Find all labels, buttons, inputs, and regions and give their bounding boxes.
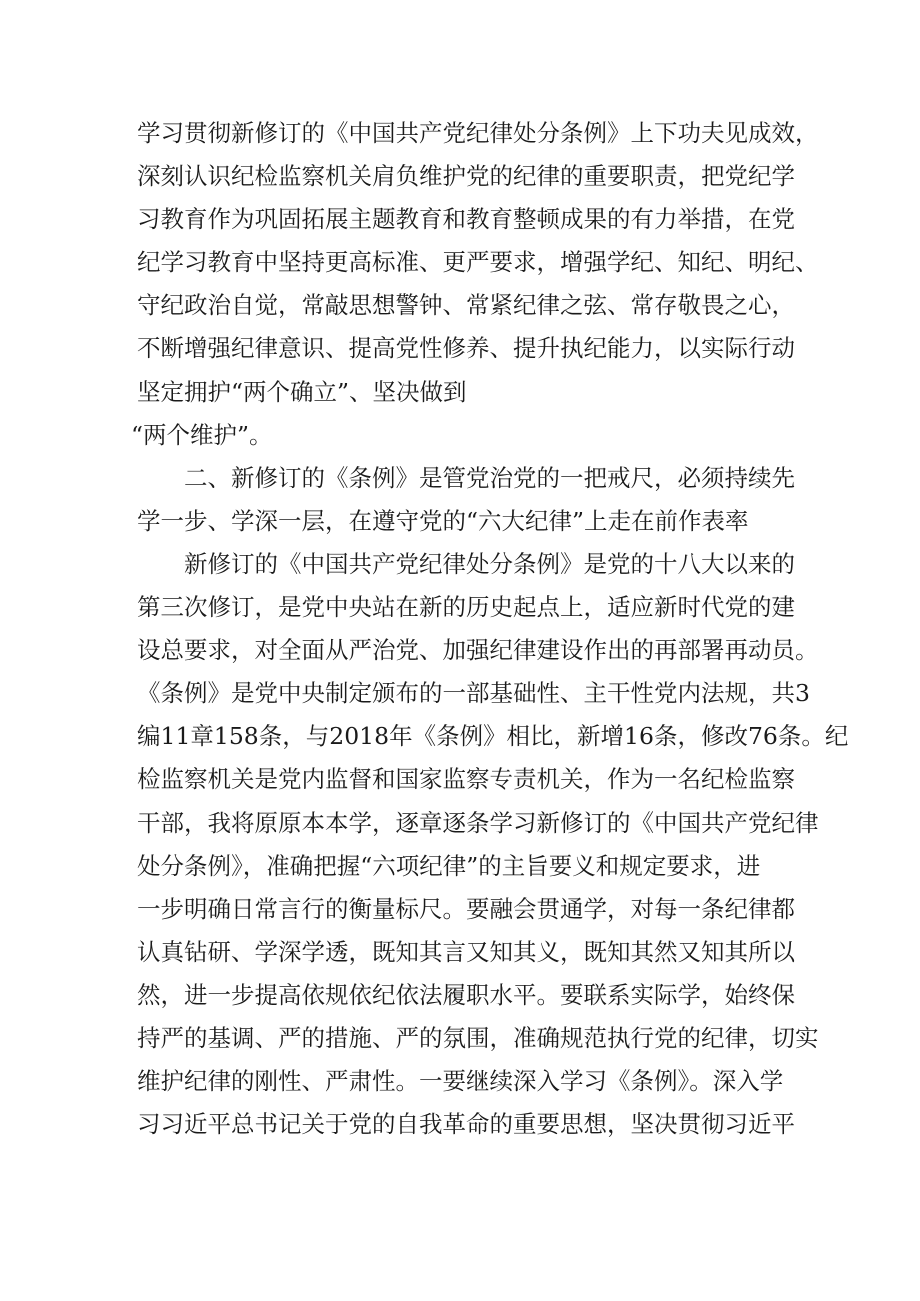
section-heading-line: 学一步、学深一层，在遵守党的“六大纪律”上走在前作表率 [137,506,749,535]
text-line: 然，进一步提高依规依纪依法履职水平。要联系实际学，始终保 [137,980,795,1009]
text-line: 纪学习教育中坚持更高标准、更严要求，增强学纪、知纪、明纪、 [137,248,819,277]
text-line: 学习贯彻新修订的《中国共产党纪律处分条例》上下功夫见成效， [137,119,819,147]
text-line: 深刻认识纪检监察机关肩负维护党的纪律的重要职责，把党纪学 [137,162,795,191]
text-line: 《条例》是党中央制定颁布的一部基础性、主干性党内法规，共3 [137,679,810,708]
text-line: 持严的基调、严的措施、严的氛围，准确规范执行党的纪律，切实 [137,1023,819,1052]
text-line: 不断增强纪律意识、提高党性修养、提升执纪能力，以实际行动 [137,334,795,363]
text-line: 检监察机关是党内监督和国家监察专责机关，作为一名纪检监察 [137,765,795,794]
text-line: 习教育作为巩固拓展主题教育和教育整顿成果的有力举措，在党 [137,205,795,234]
text-line: 习习近平总书记关于党的自我革命的重要思想，坚决贯彻习近平 [137,1110,795,1139]
document-body [131,112,849,1146]
text-line: 认真钻研、学深学透，既知其言又知其义，既知其然又知其所以 [137,937,795,966]
text-line: 干部，我将原原本本学，逐章逐条学习新修订的《中国共产党纪律 [137,808,819,837]
text-line: 守纪政治自觉，常敲思想警钟、常紧纪律之弦、常存敬畏之心， [137,291,795,320]
text-line: 一步明确日常言行的衡量标尺。要融会贯通学，对每一条纪律都 [137,894,795,923]
text-line: 编11章158条，与2018年《条例》相比，新增16条，修改76条。纪 [137,722,849,751]
text-line: 坚定拥护“两个确立”、坚决做到 [137,377,467,406]
text-line: “两个维护”。 [131,420,273,449]
text-line: 设总要求，对全面从严治党、加强纪律建设作出的再部署再动员。 [137,636,819,665]
section-heading-line: 二、新修订的《条例》是管党治党的一把戒尺，必须持续先 [184,463,795,492]
text-line: 维护纪律的刚性、严肃性。一要继续深入学习《条例》。深入学 [137,1067,784,1096]
text-line: 新修订的《中国共产党纪律处分条例》是党的十八大以来的 [184,549,795,578]
text-line: 处分条例》，准确把握“六项纪律”的主旨要义和规定要求，进 [137,851,761,880]
text-line: 第三次修订，是党中央站在新的历史起点上，适应新时代党的建 [137,593,795,622]
